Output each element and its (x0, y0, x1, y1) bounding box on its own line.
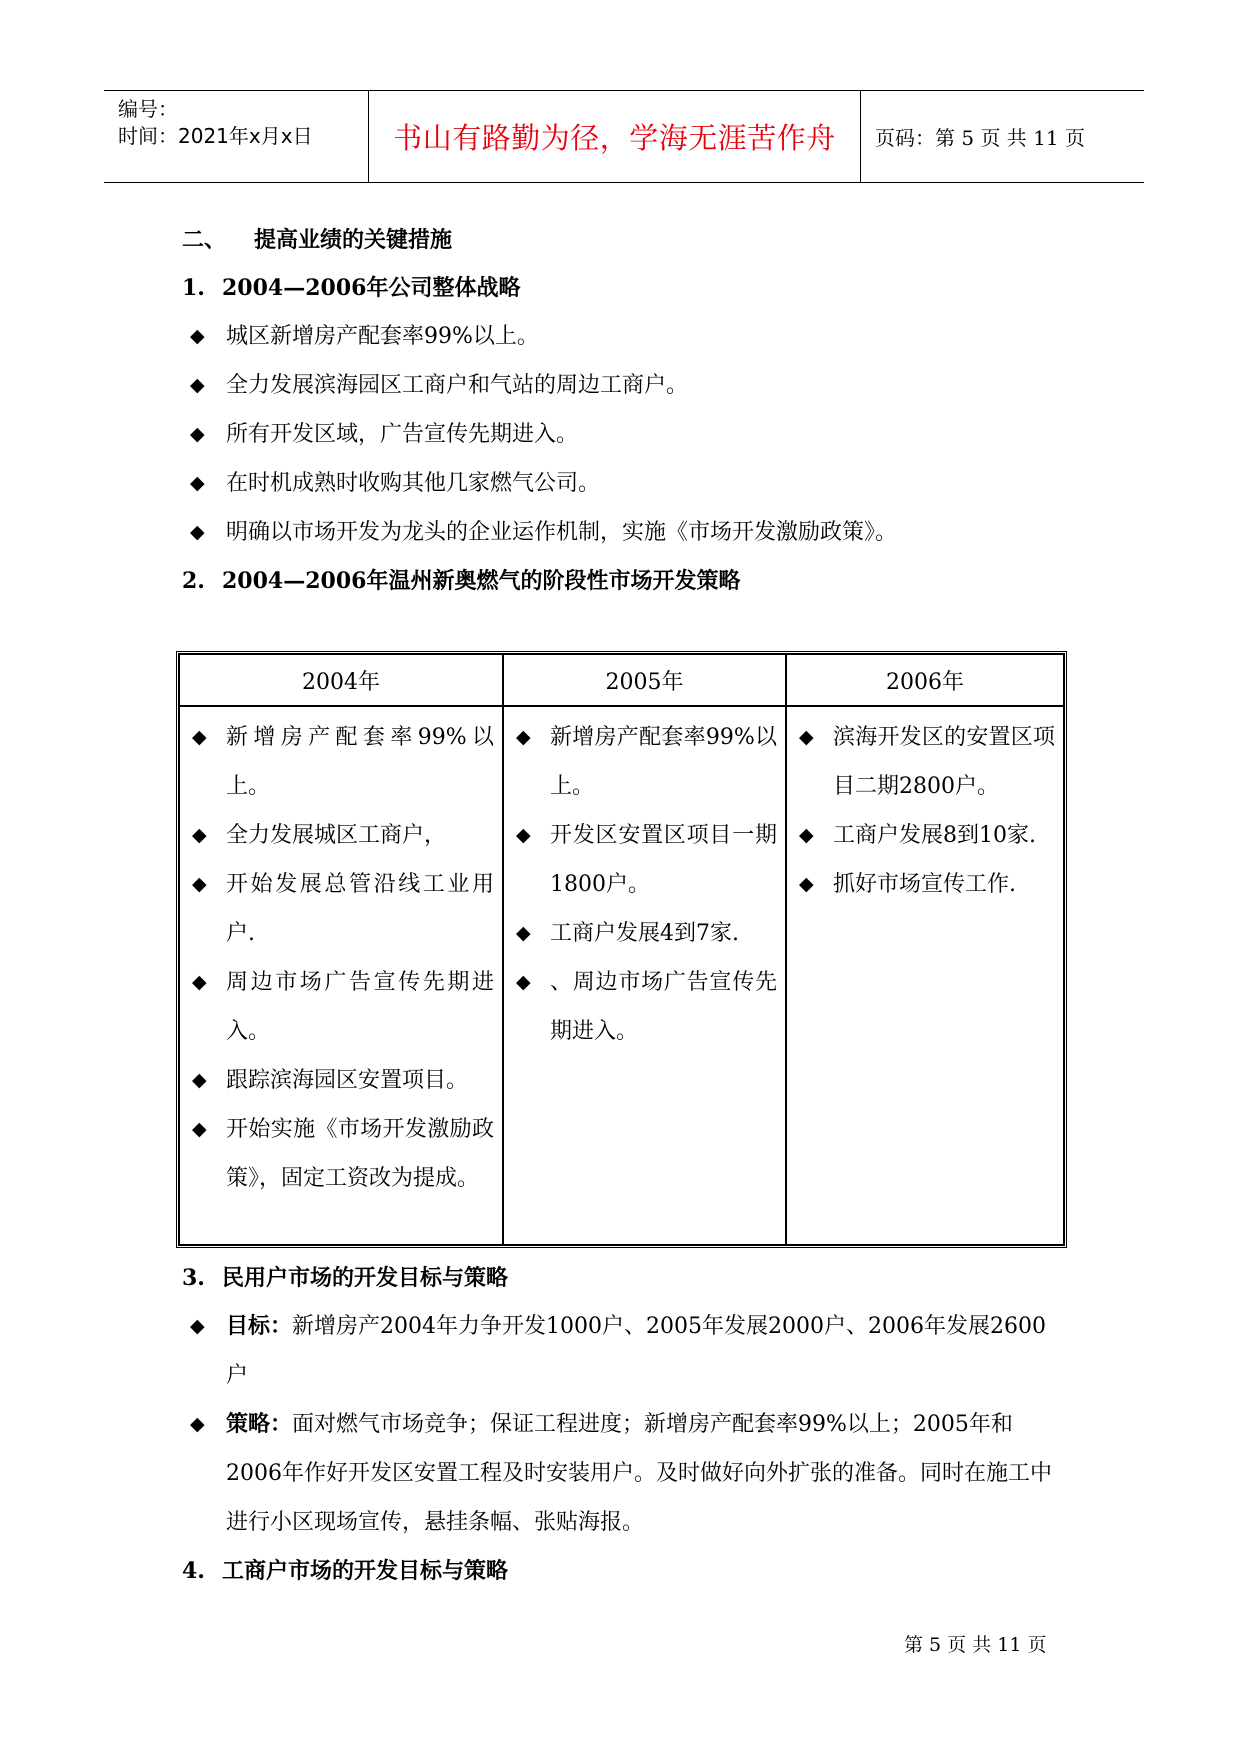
list-item (190, 361, 1080, 410)
diamond-bullet-icon: ◆ (190, 325, 205, 347)
column-header-2004: 2004年 (179, 654, 503, 706)
list-item-text: 全力发展滨海园区工商户和气站的周边工商户。 (226, 373, 689, 398)
item1-heading (182, 264, 1080, 312)
list-item (799, 713, 1055, 811)
list-item (190, 508, 1080, 557)
diamond-bullet-icon: ◆ (190, 472, 205, 494)
list-item (192, 958, 494, 1056)
table-cell-2005 (503, 706, 786, 1245)
goal-label: 目标： (226, 1313, 293, 1339)
section-title: 提高业绩的关键措施 (254, 227, 453, 253)
table-cell-2004 (179, 706, 503, 1245)
cell-item-text: 、周边市场广告宣传先期进入。 (550, 970, 777, 1044)
strategy-table (176, 651, 1067, 1248)
list-item-text: 所有开发区域，广告宣传先期进入。 (226, 422, 579, 447)
column-header-2005: 2005年 (503, 654, 786, 706)
column-header-2006: 2006年 (786, 654, 1064, 706)
section-heading (182, 216, 1080, 264)
section-number: 二、 (182, 227, 227, 253)
cell-item-text: 全力发展城区工商户， (226, 823, 447, 848)
goal-text: 新增房产2004年力争开发1000户、2005年发展2000户、2006年发展2600户 (226, 1314, 1046, 1388)
diamond-bullet-icon: ◆ (516, 726, 531, 748)
cell-item-text: 新增房产配套率99%以上。 (550, 725, 777, 799)
diamond-bullet-icon: ◆ (516, 971, 531, 993)
list-item (192, 713, 494, 811)
diamond-bullet-icon: ◆ (192, 1069, 207, 1091)
strategy-paragraph (190, 1400, 1080, 1547)
table-row (179, 706, 1064, 1245)
list-item (192, 1105, 494, 1203)
goal-paragraph (190, 1302, 1080, 1400)
item4-number: 4. (182, 1558, 205, 1584)
table-header-row (179, 654, 1064, 706)
list-item-text: 城区新增房产配套率99%以上。 (226, 324, 539, 349)
list-item (190, 459, 1080, 508)
list-item (192, 860, 494, 958)
page-footer: 第 5 页 共 11 页 (904, 1634, 1047, 1656)
item2-title: 2004—2006年温州新奥燃气的阶段性市场开发策略 (222, 568, 741, 594)
document-body (182, 216, 1080, 605)
header-page-code: 页码：第 5 页 共 11 页 (875, 126, 1085, 150)
cell-item-text: 开始发展总管沿线工业用户. (226, 872, 494, 946)
diamond-bullet-icon: ◆ (516, 922, 531, 944)
cell-item-text: 滨海开发区的安置区项目二期2800户。 (833, 725, 1055, 799)
list-item (799, 860, 1055, 909)
item3-heading (182, 1254, 1080, 1302)
item2-heading (182, 557, 1080, 605)
list-item (516, 909, 777, 958)
list-item (516, 958, 777, 1056)
diamond-bullet-icon: ◆ (799, 726, 814, 748)
table-cell-2006 (786, 706, 1064, 1245)
diamond-bullet-icon: ◆ (799, 824, 814, 846)
diamond-bullet-icon: ◆ (192, 1118, 207, 1140)
header-motto: 书山有路勤为径，学海无涯苦作舟 (369, 91, 861, 182)
cell-item-text: 周边市场广告宣传先期进入。 (226, 970, 494, 1044)
item1-number: 1. (182, 275, 205, 301)
strategy-text: 面对燃气市场竞争；保证工程进度；新增房产配套率99%以上；2005年和2006年作好开发区安置工程及时安装用户。及时做好向外扩张的准备。同时在施工中进行小区现场宣传，悬挂条幅、张贴海报。 (226, 1412, 1052, 1535)
diamond-bullet-icon: ◆ (190, 1413, 205, 1435)
cell-item-text: 工商户发展4到7家. (550, 921, 739, 946)
diamond-bullet-icon: ◆ (799, 873, 814, 895)
header-serial: 编号： (118, 97, 178, 121)
cell-item-text: 抓好市场宣传工作. (833, 872, 1016, 897)
item2-number: 2. (182, 568, 205, 594)
diamond-bullet-icon: ◆ (192, 726, 207, 748)
list-item (190, 312, 1080, 361)
list-item (516, 713, 777, 811)
list-item-text: 在时机成熟时收购其他几家燃气公司。 (226, 471, 601, 496)
diamond-bullet-icon: ◆ (190, 374, 205, 396)
diamond-bullet-icon: ◆ (192, 824, 207, 846)
item4-title: 工商户市场的开发目标与策略 (222, 1558, 509, 1584)
item1-title: 2004—2006年公司整体战略 (222, 275, 521, 301)
diamond-bullet-icon: ◆ (192, 971, 207, 993)
item3-title: 民用户市场的开发目标与策略 (222, 1265, 509, 1291)
diamond-bullet-icon: ◆ (190, 521, 205, 543)
cell-item-text: 新增房产配套率99%以上。 (226, 725, 494, 799)
item3-number: 3. (182, 1265, 205, 1291)
item4-heading (182, 1547, 1080, 1595)
list-item (516, 811, 777, 909)
cell-item-text: 工商户发展8到10家. (833, 823, 1036, 848)
diamond-bullet-icon: ◆ (190, 423, 205, 445)
header-left-cell (104, 91, 369, 182)
list-item (192, 1056, 494, 1105)
page-header (104, 90, 1144, 183)
diamond-bullet-icon: ◆ (516, 824, 531, 846)
list-item-text: 明确以市场开发为龙头的企业运作机制，实施《市场开发激励政策》。 (226, 520, 898, 545)
strategy-label: 策略： (226, 1411, 293, 1437)
cell-item-text: 开始实施《市场开发激励政策》，固定工资改为提成。 (226, 1117, 494, 1191)
list-item (799, 811, 1055, 860)
document-body-lower (182, 1254, 1080, 1595)
cell-item-text: 跟踪滨海园区安置项目。 (226, 1068, 469, 1093)
diamond-bullet-icon: ◆ (190, 1315, 205, 1337)
list-item (190, 410, 1080, 459)
diamond-bullet-icon: ◆ (192, 873, 207, 895)
list-item (192, 811, 494, 860)
cell-item-text: 开发区安置区项目一期 1800户。 (550, 823, 777, 897)
header-time: 时间：2021年x月x日 (118, 124, 313, 148)
